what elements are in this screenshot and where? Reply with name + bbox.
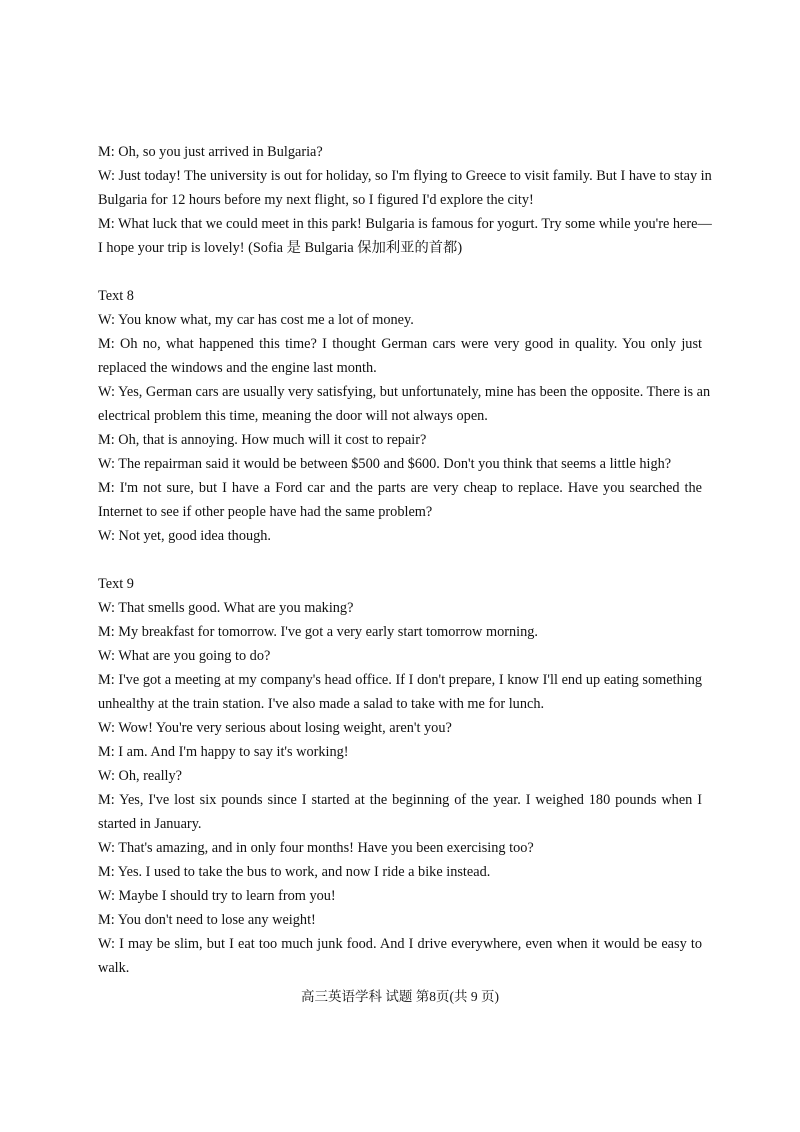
dialogue-line: Internet to see if other people have had the same problem? [98, 504, 433, 520]
dialogue-line: W: Just today! The university is out for holiday, so I'm flying to Greece to visit family. But I have to stay in [98, 168, 712, 184]
dialogue-line: W: What are you going to do? [98, 648, 271, 664]
dialogue-line: W: Wow! You're very serious about losing weight, aren't you? [98, 720, 452, 736]
dialogue-line: I hope your trip is lovely! (Sofia 是 Bulgaria 保加利亚的首都) [98, 240, 463, 256]
dialogue-line: M: Oh, that is annoying. How much will it cost to repair? [98, 432, 427, 448]
dialogue-line: Bulgaria for 12 hours before my next flight, so I figured I'd explore the city! [98, 192, 534, 208]
dialogue-line: M: I'm not sure, but I have a Ford car and the parts are very cheap to replace. Have you searched the [98, 480, 702, 496]
dialogue-line: W: Maybe I should try to learn from you! [98, 888, 336, 904]
dialogue-line: M: What luck that we could meet in this park! Bulgaria is famous for yogurt. Try some while you're here— [98, 216, 712, 232]
dialogue-line: electrical problem this time, meaning the door will not always open. [98, 408, 488, 424]
dialogue-line: M: Yes, I've lost six pounds since I started at the beginning of the year. I weighed 180 pounds when I [98, 792, 702, 808]
dialogue-line: W: Oh, really? [98, 768, 183, 784]
dialogue-line: W: Not yet, good idea though. [98, 528, 271, 544]
dialogue-line: walk. [98, 960, 130, 976]
page-footer: 高三英语学科 试题 第8页(共 9 页) [301, 989, 499, 1004]
dialogue-line: W: That smells good. What are you making? [98, 600, 354, 616]
dialogue-line: replaced the windows and the engine last month. [98, 360, 377, 376]
dialogue-line: W: Yes, German cars are usually very satisfying, but unfortunately, mine has been the opposite. There is an [98, 384, 711, 400]
dialogue-line: M: I've got a meeting at my company's head office. If I don't prepare, I know I'll end up eating something [98, 672, 702, 688]
section-heading-text8: Text 8 [98, 288, 134, 304]
dialogue-line: started in January. [98, 816, 202, 832]
dialogue-line: W: That's amazing, and in only four months! Have you been exercising too? [98, 840, 534, 856]
dialogue-line: M: I am. And I'm happy to say it's working! [98, 744, 349, 760]
dialogue-line: W: I may be slim, but I eat too much junk food. And I drive everywhere, even when it would be easy to [98, 936, 702, 952]
dialogue-line: M: Yes. I used to take the bus to work, and now I ride a bike instead. [98, 864, 491, 880]
dialogue-line: unhealthy at the train station. I've also made a salad to take with me for lunch. [98, 696, 545, 712]
dialogue-line: W: You know what, my car has cost me a lot of money. [98, 312, 414, 328]
dialogue-line: M: Oh no, what happened this time? I thought German cars were very good in quality. You only just [98, 336, 702, 352]
dialogue-line: W: The repairman said it would be between $500 and $600. Don't you think that seems a little high? [98, 456, 672, 472]
dialogue-line: M: Oh, so you just arrived in Bulgaria? [98, 144, 323, 160]
dialogue-line: M: You don't need to lose any weight! [98, 912, 316, 928]
dialogue-line: M: My breakfast for tomorrow. I've got a very early start tomorrow morning. [98, 624, 538, 640]
section-heading-text9: Text 9 [98, 576, 134, 592]
